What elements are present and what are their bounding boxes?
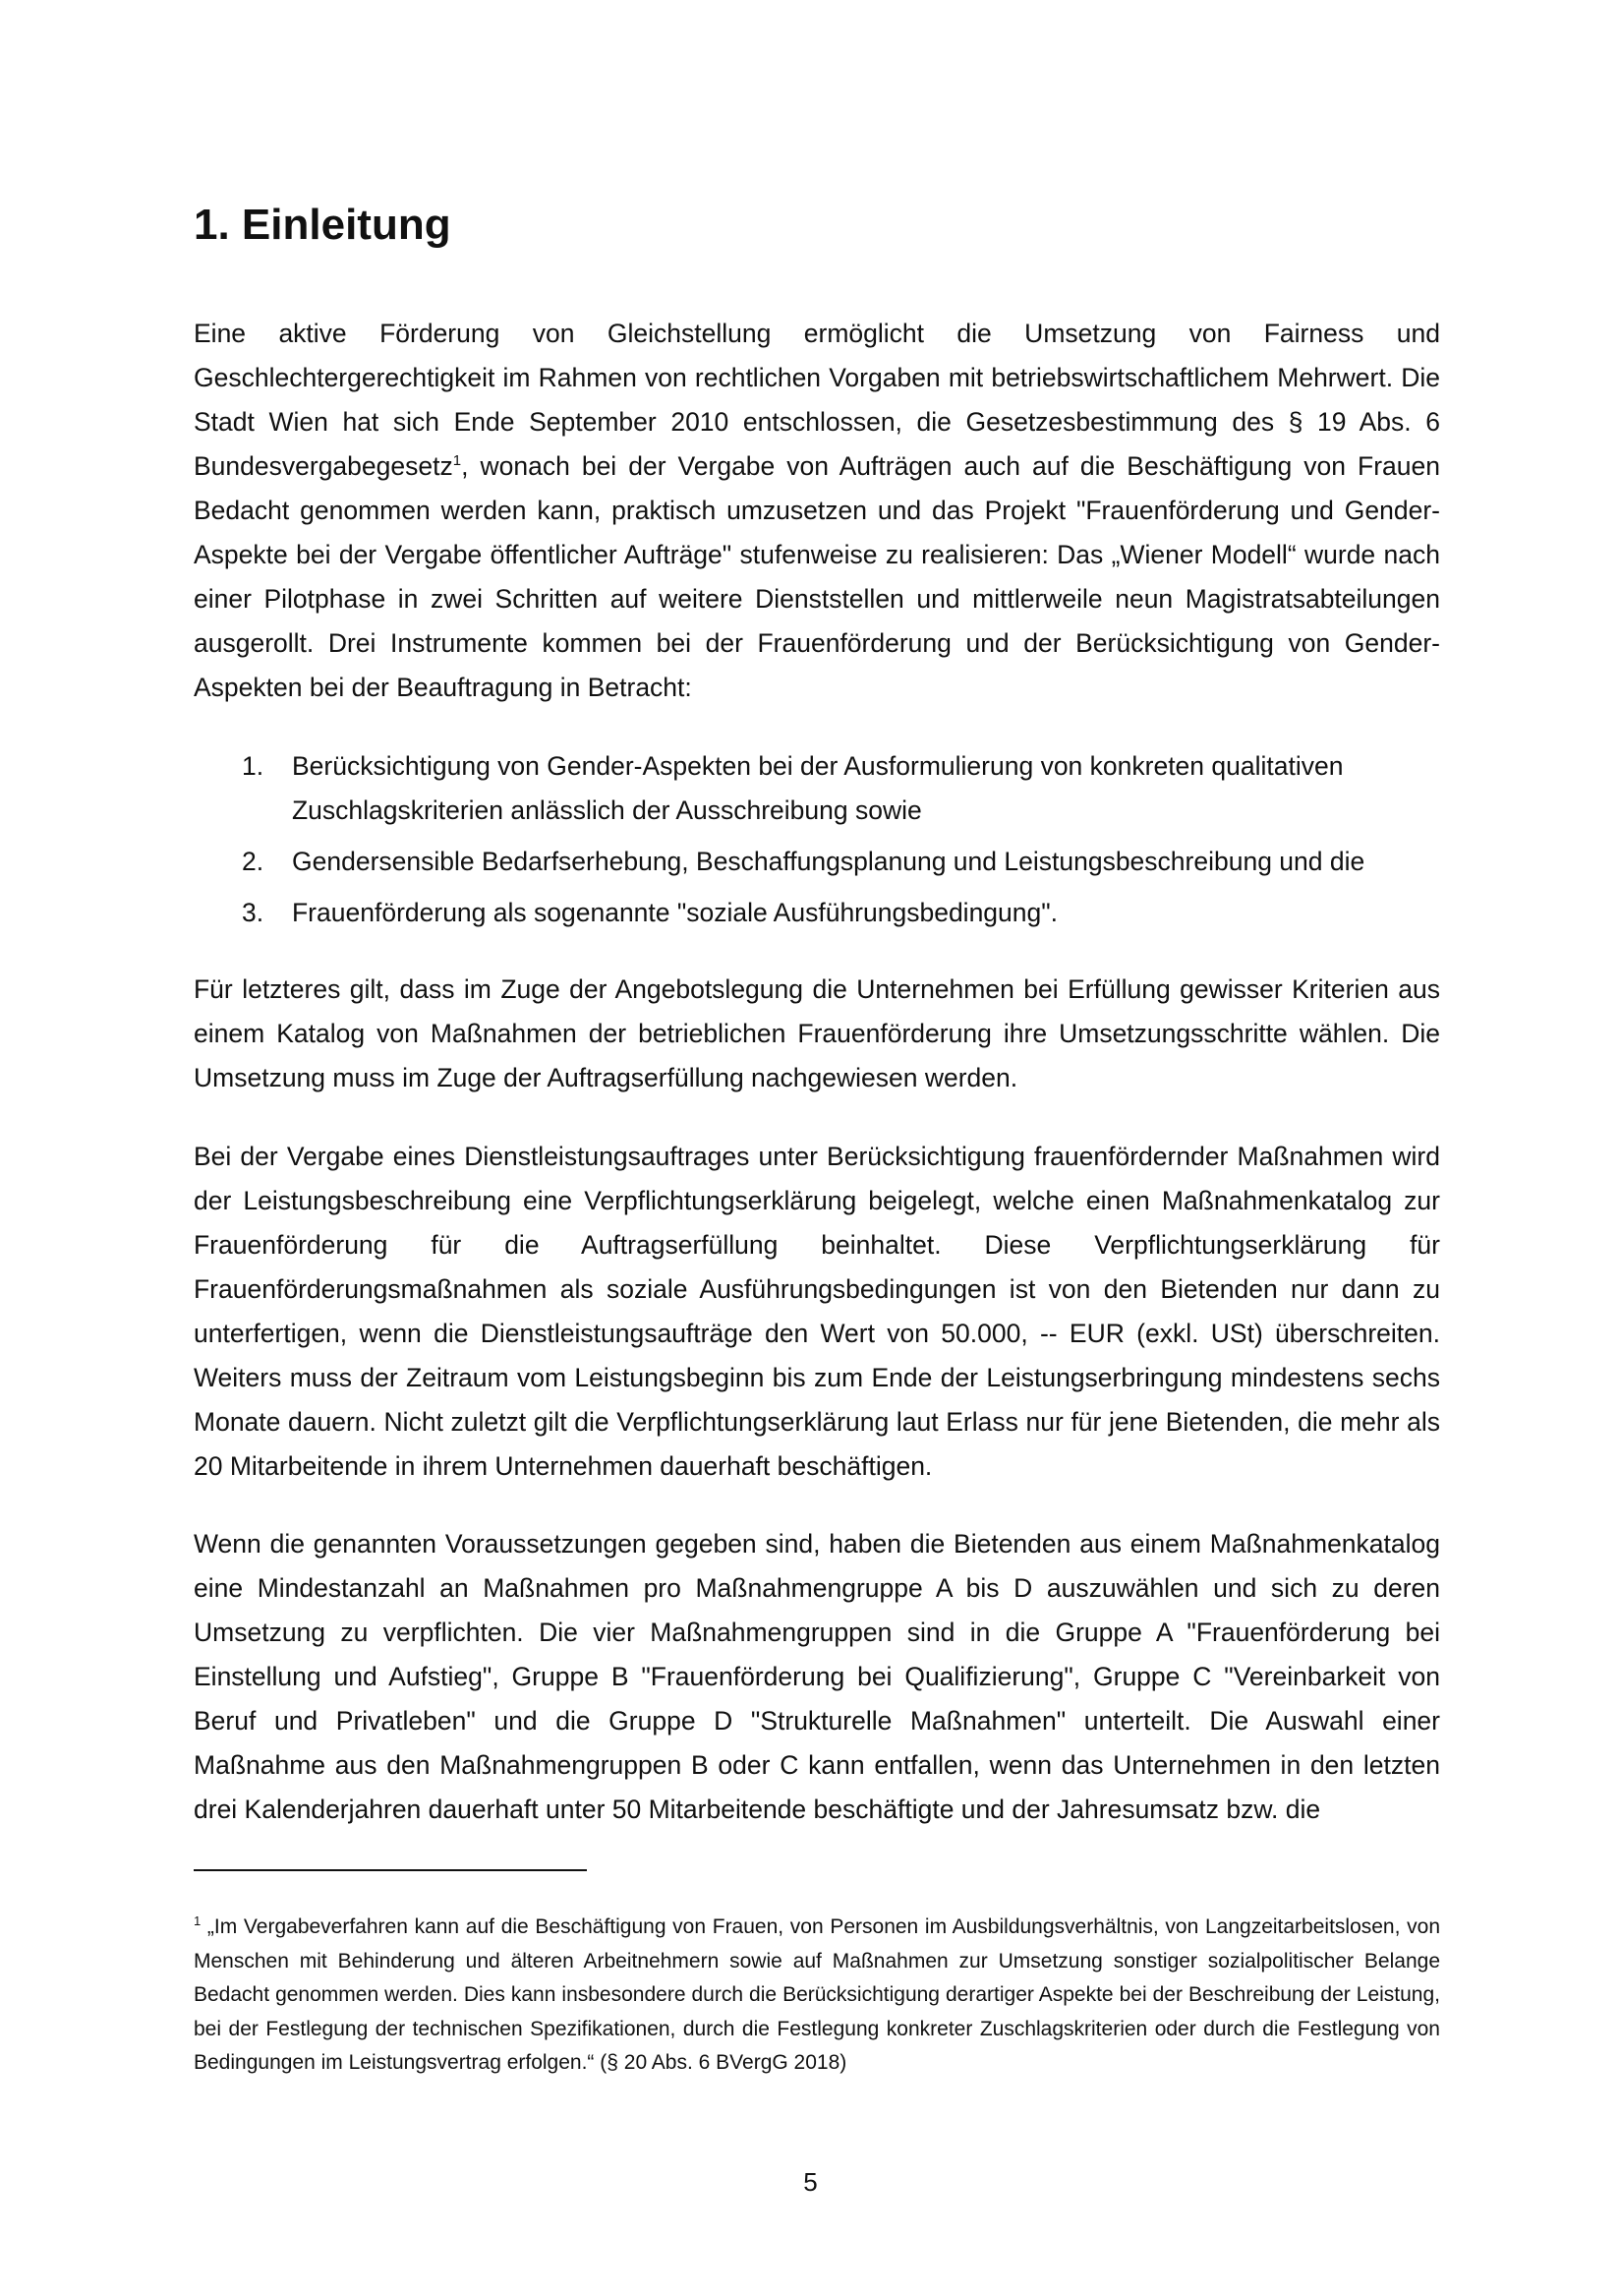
- list-item-text: Berücksichtigung von Gender-Aspekten bei der Ausformulierung von konkreten qualitativen Zuschlagskriterien anlässlich der Ausschreibung sowie: [292, 751, 1344, 825]
- list-item-number: 3.: [242, 898, 264, 927]
- list-item-number: 2.: [242, 847, 264, 876]
- list-item-number: 1.: [242, 751, 264, 781]
- footnote: [194, 1911, 1440, 2081]
- footnote-text: „Im Vergabeverfahren kann auf die Beschäftigung von Frauen, von Personen im Ausbildungsverhältnis, von Langzeitarbeitslosen, von Menschen mit Behinderung und älteren Arbeitnehmern sowie auf Maßnahmen zur Umsetzung sonstiger sozialpolitischer Belange Bedacht genommen werden. Dies kann insbesondere durch die Berücksichtigung derartiger Aspekte bei der Beschreibung der Leistung, bei der Festlegung der technischen Spezifikationen, durch die Festlegung konkreter Zuschlagskriterien oder durch die Festlegung von Bedingungen im Leistungsvertrag erfolgen.“ (§ 20 Abs. 6 BVergG 2018): [194, 1915, 1440, 2074]
- page-number: 5: [803, 2167, 818, 2197]
- intro-paragraph: [194, 312, 1440, 710]
- list-item: [194, 840, 1440, 884]
- list-item-text: Gendersensible Bedarfserhebung, Beschaffungsplanung und Leistungsbeschreibung und die: [292, 847, 1365, 876]
- intro-paragraph-part-1: Eine aktive Förderung von Gleichstellung ermöglicht die Umsetzung von Fairness und Geschlechtergerechtigkeit im Rahmen von rechtlichen Vorgaben mit betriebswirtschaftlichem Mehrwert. Die Stadt Wien hat sich Ende September 2010 entschlossen, die Gesetzesbestimmung des § 19 Abs. 6 Bundesvergabegesetz: [194, 319, 1440, 481]
- section-heading: 1. Einleitung: [194, 201, 451, 249]
- instrument-list: [194, 744, 1440, 942]
- list-item: [194, 891, 1440, 935]
- list-item-text: Frauenförderung als sogenannte "soziale Ausführungsbedingung".: [292, 898, 1059, 927]
- intro-paragraph-part-2: , wonach bei der Vergabe von Aufträgen auch auf die Beschäftigung von Frauen Bedacht genommen werden kann, praktisch umzusetzen und das Projekt "Frauenförderung und Gender-Aspekte bei der Vergabe öffentlicher Aufträge" stufenweise zu realisieren: Das „Wiener Modell“ wurde nach einer Pilotphase in zwei Schritten auf weitere Dienststellen und mittlerweile neun Magistratsabteilungen ausgerollt. Drei Instrumente kommen bei der Frauenförderung und der Berücksichtigung von Gender-Aspekten bei der Beauftragung in Betracht:: [194, 451, 1440, 702]
- paragraph-implementation: Für letzteres gilt, dass im Zuge der Angebotslegung die Unternehmen bei Erfüllung gewisser Kriterien aus einem Katalog von Maßnahmen der betrieblichen Frauenförderung ihre Umsetzungsschritte wählen. Die Umsetzung muss im Zuge der Auftragserfüllung nachgewiesen werden.: [194, 974, 1440, 1092]
- footnote-separator: [194, 1869, 587, 1871]
- list-item: [194, 744, 1440, 833]
- footnote-reference[interactable]: 1: [452, 452, 462, 470]
- paragraph-measure-groups: Wenn die genannten Voraussetzungen gegeben sind, haben die Bietenden aus einem Maßnahmenkatalog eine Mindestanzahl an Maßnahmen pro Maßnahmengruppe A bis D auszuwählen und sich zu deren Umsetzung zu verpflichten. Die vier Maßnahmengruppen sind in die Gruppe A "Frauenförderung bei Einstellung und Aufstieg", Gruppe B "Frauenförderung bei Qualifizierung", Gruppe C "Vereinbarkeit von Beruf und Privatleben" und die Gruppe D "Strukturelle Maßnahmen" unterteilt. Die Auswahl einer Maßnahme aus den Maßnahmengruppen B oder C kann entfallen, wenn das Unternehmen in den letzten drei Kalenderjahren dauerhaft unter 50 Mitarbeitende beschäftigte und der Jahresumsatz bzw. die: [194, 1529, 1440, 1824]
- paragraph-commitment-declaration: Bei der Vergabe eines Dienstleistungsauftrages unter Berücksichtigung frauenfördernder Maßnahmen wird der Leistungsbeschreibung eine Verpflichtungserklärung beigelegt, welche einen Maßnahmenkatalog zur Frauenförderung für die Auftragserfüllung beinhaltet. Diese Verpflichtungserklärung für Frauenförderungsmaßnahmen als soziale Ausführungsbedingungen ist von den Bietenden nur dann zu unterfertigen, wenn die Dienstleistungsaufträge den Wert von 50.000, -- EUR (exkl. USt) überschreiten. Weiters muss der Zeitraum vom Leistungsbeginn bis zum Ende der Leistungserbringung mindestens sechs Monate dauern. Nicht zuletzt gilt die Verpflichtungserklärung laut Erlass nur für jene Bietenden, die mehr als 20 Mitarbeitende in ihrem Unternehmen dauerhaft beschäftigen.: [194, 1142, 1440, 1481]
- footnote-marker: 1: [194, 1913, 202, 1928]
